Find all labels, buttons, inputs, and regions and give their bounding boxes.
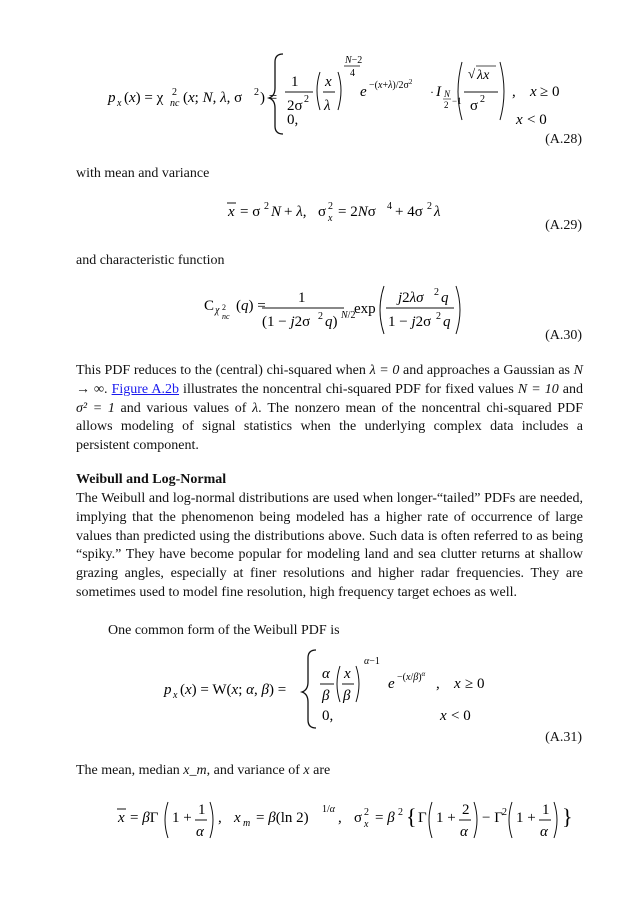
equation-a28 [0, 0, 636, 150]
equation-a30-render [0, 280, 636, 340]
svg-text:α: α [322, 666, 330, 682]
svg-text:·: · [430, 85, 434, 99]
section-heading: Weibull and Log-Normal [76, 472, 227, 487]
svg-text:x: x [344, 666, 351, 682]
svg-text:(q) =: (q) = [236, 298, 266, 314]
svg-text:+ λ,: + λ, [284, 204, 307, 220]
svg-text:λ: λ [434, 204, 441, 220]
svg-text:(x; N, λ, σ: (x; N, λ, σ [183, 90, 243, 106]
paragraph-noncentral: This PDF reduces to the (central) chi-squared when λ = 0 and approaches a Gaussian as N → ∞. Figure A.2b illustrates the noncentral chi-squared PDF for fixed values N = 10 and σ² = 1 and various values of λ. The nonzero mean of the noncentral chi-squared PDF allows modeling of signal statistics when the underlying complex data includes a persistent component. [76, 363, 584, 454]
svg-text:−(x+λ)/2σ2: $-(x+\lambda)/2\sigma^2$ [369, 78, 413, 91]
svg-text:√: √ [468, 66, 476, 81]
svg-text:0,: 0, [287, 112, 299, 128]
svg-text:nc: nc [170, 98, 180, 109]
svg-text:α: α [460, 824, 468, 840]
svg-text:x: x [117, 98, 122, 109]
svg-text:N−2: N−2 [345, 55, 363, 66]
svg-text:2: 2 [427, 201, 432, 212]
paragraph-weibull: The Weibull and log-normal distributions are used when longer-“tailed” PDFs are needed, implying that the phenomenon being modeled has a higher rate of occurrence of large values than predicted using the distributions above. Such data is often referred to as being “spiky.” They have become popular for modeling land and sea clutter returns at shallow grazing angles, especially at finer resolutions and higher radar frequencies. They are sometimes used to model fine resolution, high frequency target echoes as well. [76, 491, 583, 600]
svg-text:≥ 0: ≥ 0 [465, 676, 485, 692]
svg-text:1 − j2σ: 1 − j2σ [388, 314, 432, 330]
paragraph-mean-median: The mean, median x_m, and variance of x are [76, 763, 331, 778]
svg-text:1: 1 [198, 802, 206, 818]
svg-text:q: q [441, 290, 449, 306]
svg-text:2σ: 2σ [287, 98, 303, 114]
svg-text:1: 1 [542, 802, 550, 818]
svg-text:1 +: 1 + [436, 810, 456, 826]
svg-text:(1 − j2σ: (1 − j2σ [262, 314, 311, 330]
svg-text:λx: λx [477, 68, 490, 83]
svg-text:x: x [228, 204, 235, 220]
svg-text:,: , [436, 676, 440, 692]
svg-text:−1: −1 [452, 96, 462, 106]
svg-text:1 +: 1 + [172, 810, 192, 826]
svg-text:2: 2 [502, 807, 507, 818]
svg-text:,: , [338, 810, 342, 826]
svg-text:e: e [388, 676, 395, 692]
svg-text:x: x [454, 676, 461, 692]
svg-text:(x) = χ: (x) = χ [124, 90, 164, 106]
svg-text:= βΓ: = βΓ [130, 810, 159, 826]
svg-text:2: 2 [364, 807, 369, 818]
svg-text:x: x [328, 213, 333, 224]
equation-a30 [0, 280, 636, 350]
svg-text:α: α [540, 824, 548, 840]
svg-text:2: 2 [264, 201, 269, 212]
equation-a29-render [0, 190, 636, 230]
equation-number-a28: (A.28) [545, 132, 582, 147]
svg-text:< 0: < 0 [527, 112, 547, 128]
svg-text:m: m [243, 818, 251, 829]
svg-text:= β(ln 2): = β(ln 2) [256, 810, 309, 826]
paragraph-weibull-form: One common form of the Weibull PDF is [108, 623, 340, 638]
equation-a29 [0, 190, 636, 240]
svg-text:2: 2 [318, 311, 323, 322]
svg-text:N/2: N/2 [341, 310, 356, 321]
svg-text:x: x [530, 84, 537, 100]
svg-text:p: p [108, 90, 116, 106]
svg-text:2: 2 [254, 87, 259, 98]
svg-text:q: q [443, 314, 451, 330]
svg-text:2: 2 [328, 201, 333, 212]
svg-text:{: { [406, 804, 417, 829]
svg-text:x: x [173, 690, 178, 701]
svg-text:= 2Nσ: = 2Nσ [338, 204, 376, 220]
svg-text:exp: exp [354, 301, 376, 317]
svg-text:) =: ) = [260, 90, 278, 106]
characteristic-function-text: and characteristic function [76, 253, 225, 268]
svg-text:x: x [516, 112, 523, 128]
svg-text:N: N [271, 204, 282, 220]
svg-text:p: p [164, 682, 172, 698]
svg-text:nc: nc [222, 312, 230, 321]
equation-weibull-moments [0, 792, 636, 852]
svg-text:2: 2 [480, 94, 485, 105]
svg-text:σ: σ [318, 204, 327, 220]
svg-text:2: 2 [172, 87, 177, 98]
svg-text:− Γ: − Γ [482, 810, 503, 826]
svg-text:= σ: = σ [240, 204, 261, 220]
svg-text:C: C [204, 298, 215, 314]
svg-text:x: x [325, 74, 332, 90]
svg-text:4: 4 [350, 68, 355, 79]
figure-a2b-link[interactable]: Figure A.2b [111, 381, 180, 397]
svg-text:α: α [196, 824, 204, 840]
equation-a28-render [0, 0, 636, 150]
svg-text:x: x [234, 810, 241, 826]
svg-text:β: β [322, 688, 330, 704]
svg-text:2: 2 [304, 94, 309, 105]
svg-text:4: 4 [387, 201, 392, 212]
svg-text:−(x/β)α: $-(x/\beta)^\alpha$ [397, 670, 426, 683]
svg-text:x: x [364, 819, 369, 830]
svg-text:j2λσ: j2λσ [398, 290, 424, 306]
svg-text:0,: 0, [322, 708, 334, 724]
svg-text:x: x [118, 810, 125, 826]
svg-text:2: 2 [434, 287, 439, 298]
mean-variance-text: with mean and variance [76, 166, 210, 181]
median-symbol: x_m [183, 763, 207, 778]
svg-text:χ: χ [215, 305, 220, 316]
equation-a31 [0, 640, 636, 750]
svg-text:α−1: α−1 [364, 656, 380, 667]
svg-text:1: 1 [298, 290, 306, 306]
equation-number-a30: (A.30) [545, 328, 582, 343]
svg-text:2: 2 [444, 100, 449, 110]
svg-text:σ: σ [470, 98, 479, 114]
svg-text:e: e [360, 84, 367, 100]
svg-text:β: β [343, 688, 351, 704]
svg-text:(x) = W(x; α, β) =: (x) = W(x; α, β) = [180, 682, 287, 698]
svg-text:1: 1 [291, 74, 299, 90]
svg-text:= β: = β [375, 810, 395, 826]
svg-text:N: N [444, 89, 451, 99]
svg-text:q): q) [325, 314, 338, 330]
svg-text:λ: λ [324, 98, 331, 114]
equation-a31-render [0, 640, 636, 740]
svg-text:Γ: Γ [418, 810, 427, 826]
svg-text:1/α: 1/α [322, 804, 336, 815]
svg-text:2: 2 [222, 303, 226, 312]
svg-text:≥ 0: ≥ 0 [540, 84, 560, 100]
svg-text:,: , [512, 84, 516, 100]
svg-text:x: x [440, 708, 447, 724]
equation-number-a29: (A.29) [545, 218, 582, 233]
svg-text:,: , [218, 810, 222, 826]
svg-text:}: } [562, 804, 573, 829]
svg-text:1 +: 1 + [516, 810, 536, 826]
equation-weibull-moments-render [0, 792, 636, 848]
svg-text:< 0: < 0 [451, 708, 471, 724]
svg-text:2: 2 [462, 802, 470, 818]
svg-text:+ 4σ: + 4σ [395, 204, 423, 220]
equation-number-a31: (A.31) [545, 730, 582, 745]
svg-text:σ: σ [354, 810, 363, 826]
svg-text:2: 2 [436, 311, 441, 322]
svg-text:I: I [436, 84, 441, 100]
svg-text:2: 2 [398, 807, 403, 818]
